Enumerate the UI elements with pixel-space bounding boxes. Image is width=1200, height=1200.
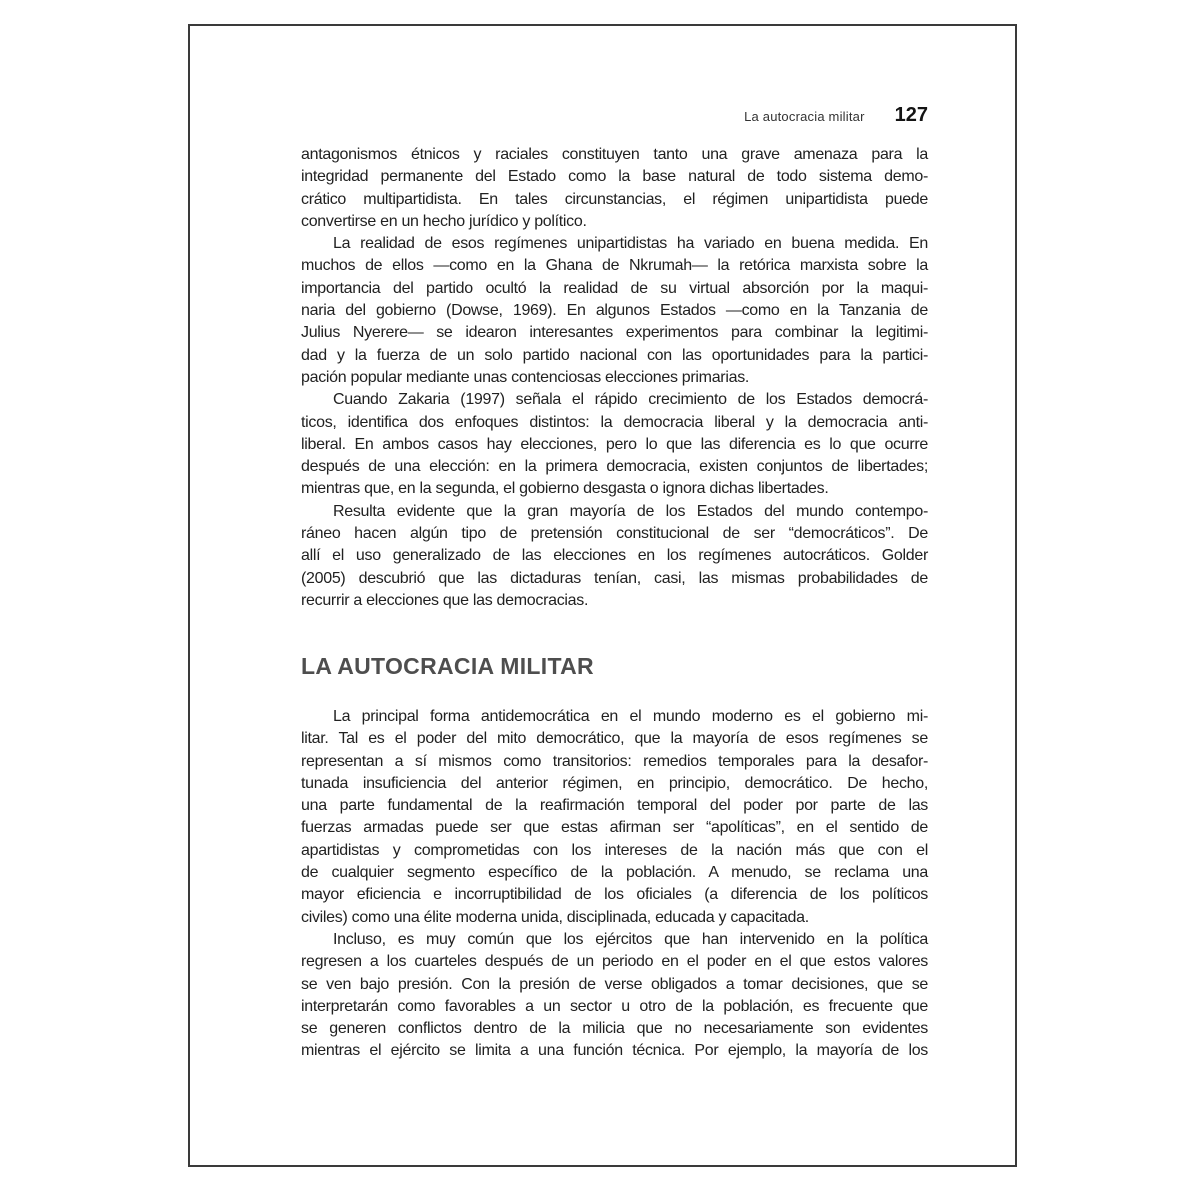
text-line: ticos, identifica dos enfoques distintos: la democracia liberal y la democracia anti- xyxy=(301,413,928,431)
paragraph xyxy=(301,233,928,389)
text-line: se generen conflictos dentro de la milicia que no necesariamente son evidentes xyxy=(301,1020,928,1038)
running-header xyxy=(301,104,928,127)
text-line: mientras el ejército se limita a una función técnica. Por ejemplo, la mayoría de los xyxy=(301,1042,928,1060)
text-line: importancia del partido ocultó la realidad de su virtual absorción por la maqui- xyxy=(301,279,928,297)
paragraph xyxy=(301,389,928,500)
text-line: regresen a los cuarteles después de un periodo en el poder en el que estos valores xyxy=(301,953,928,971)
body-text-after-heading xyxy=(301,706,928,1063)
section-heading: LA AUTOCRACIA MILITAR xyxy=(301,653,594,679)
running-header-title: La autocracia militar xyxy=(744,109,865,124)
text-line: representan a sí mismos como transitorios: remedios temporales para la desafor- xyxy=(301,752,928,770)
text-line: se ven bajo presión. Con la presión de verse obligados a tomar decisiones, que se xyxy=(301,975,928,993)
text-line: crático multipartidista. En tales circunstancias, el régimen unipartidista puede xyxy=(301,190,928,208)
text-line: interpretarán como favorables a un sector u otro de la población, es frecuente que xyxy=(301,997,928,1015)
paragraph xyxy=(301,929,928,1063)
text-line: tunada insuficiencia del anterior régimen, en principio, democrático. De hecho, xyxy=(301,774,928,792)
text-line: recurrir a elecciones que las democracias. xyxy=(301,591,589,609)
text-line: mientras que, en la segunda, el gobierno desgasta o ignora dichas libertades. xyxy=(301,480,829,498)
text-line: una parte fundamental de la reafirmación temporal del poder por parte de las xyxy=(301,797,928,815)
text-line: (2005) descubrió que las dictaduras tenían, casi, las mismas probabilidades de xyxy=(301,569,928,587)
text-line: antagonismos étnicos y raciales constituyen tanto una grave amenaza para la xyxy=(301,146,928,163)
text-line: allí el uso generalizado de las elecciones en los regímenes autocráticos. Golder xyxy=(301,547,928,565)
page-number: 127 xyxy=(894,104,928,126)
text-line: La realidad de esos regímenes unipartidistas ha variado en buena medida. En xyxy=(333,235,928,253)
text-line: integridad permanente del Estado como la base natural de todo sistema demo- xyxy=(301,168,928,186)
text-line: La principal forma antidemocrática en el mundo moderno es el gobierno mi- xyxy=(333,708,928,725)
text-line: ráneo hacen algún tipo de pretensión constitucional de ser “democráticos”. De xyxy=(301,525,928,543)
text-line: Cuando Zakaria (1997) señala el rápido crecimiento de los Estados democrá- xyxy=(333,391,928,409)
body-text-before-heading xyxy=(301,144,928,612)
text-line: liberal. En ambos casos hay elecciones, pero lo que las diferencia es lo que ocurre xyxy=(301,435,928,453)
text-line: Resulta evidente que la gran mayoría de los Estados del mundo contempo- xyxy=(333,502,928,520)
text-line: pación popular mediante unas contenciosas elecciones primarias. xyxy=(301,368,750,386)
text-line: después de una elección: en la primera democracia, existen conjuntos de libertades; xyxy=(301,458,928,476)
paragraph xyxy=(301,706,928,929)
book-page xyxy=(188,24,1017,1167)
text-line: fuerzas armadas puede ser que estas afirman ser “apolíticas”, en el sentido de xyxy=(301,819,928,837)
text-line: dad y la fuerza de un solo partido nacional con las oportunidades para la partici- xyxy=(301,346,928,364)
paragraph xyxy=(301,501,928,612)
text-line: mayor eficiencia e incorruptibilidad de los oficiales (a diferencia de los políticos xyxy=(301,886,928,904)
text-line: naria del gobierno (Dowse, 1969). En algunos Estados —como en la Tanzania de xyxy=(301,302,928,320)
text-line: civiles) como una élite moderna unida, disciplinada, educada y capacitada. xyxy=(301,908,809,926)
text-line: Incluso, es muy común que los ejércitos que han intervenido en la política xyxy=(333,930,928,948)
text-line: muchos de ellos —como en la Ghana de Nkrumah— la retórica marxista sobre la xyxy=(301,257,928,275)
paragraph xyxy=(301,144,928,233)
text-line: de cualquier segmento específico de la población. A menudo, se reclama una xyxy=(301,864,928,882)
text-line: Julius Nyerere— se idearon interesantes experimentos para combinar la legitimi- xyxy=(301,324,928,342)
text-line: litar. Tal es el poder del mito democrático, que la mayoría de esos regímenes se xyxy=(301,730,928,748)
text-line: apartidistas y comprometidas con los intereses de la nación más que con el xyxy=(301,841,928,859)
text-line: convertirse en un hecho jurídico y político. xyxy=(301,212,587,230)
